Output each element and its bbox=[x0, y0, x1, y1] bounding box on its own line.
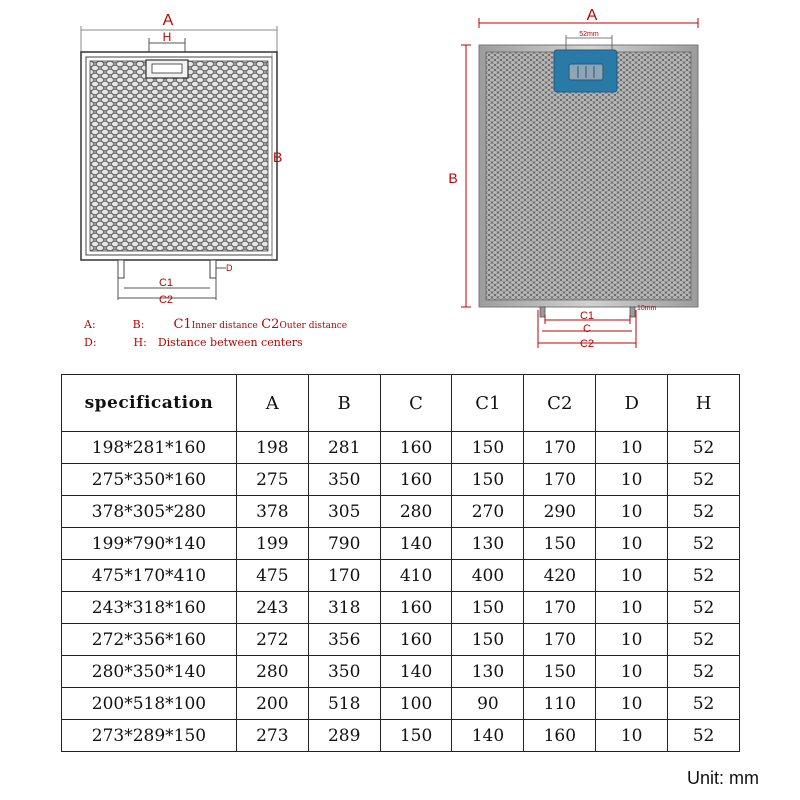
left-filter-drawing bbox=[81, 12, 282, 306]
cell-spec: 199*790*140 bbox=[62, 528, 237, 560]
spec-table bbox=[61, 374, 740, 752]
cell-h: 52 bbox=[668, 720, 740, 752]
cell-c: 150 bbox=[380, 720, 452, 752]
cell-spec: 275*350*160 bbox=[62, 464, 237, 496]
cell-c1: 150 bbox=[452, 624, 524, 656]
legend-d-key: D: bbox=[84, 336, 97, 349]
legend-line-1 bbox=[84, 317, 347, 332]
cell-b: 350 bbox=[308, 656, 380, 688]
cell-c1: 140 bbox=[452, 720, 524, 752]
cell-c2: 110 bbox=[524, 688, 596, 720]
cell-b: 305 bbox=[308, 496, 380, 528]
filter-diagrams bbox=[0, 0, 800, 365]
right-label-b: B bbox=[448, 170, 458, 186]
legend-line-2 bbox=[84, 336, 303, 349]
header-a: A bbox=[236, 375, 308, 432]
table-row bbox=[62, 528, 740, 560]
cell-spec: 475*170*410 bbox=[62, 560, 237, 592]
table-header-row bbox=[62, 375, 740, 432]
header-c2: C2 bbox=[524, 375, 596, 432]
cell-spec: 280*350*140 bbox=[62, 656, 237, 688]
legend-c2-desc: Outer distance bbox=[279, 321, 348, 331]
table-row bbox=[62, 592, 740, 624]
right-label-c1: C1 bbox=[579, 310, 595, 322]
right-filter-photo bbox=[448, 7, 698, 350]
cell-c: 410 bbox=[380, 560, 452, 592]
cell-a: 475 bbox=[236, 560, 308, 592]
cell-d: 10 bbox=[596, 720, 668, 752]
cell-c1: 90 bbox=[452, 688, 524, 720]
table-row bbox=[62, 496, 740, 528]
cell-a: 275 bbox=[236, 464, 308, 496]
cell-a: 199 bbox=[236, 528, 308, 560]
cell-spec: 378*305*280 bbox=[62, 496, 237, 528]
header-specification: specification bbox=[62, 375, 237, 432]
cell-c: 160 bbox=[380, 464, 452, 496]
cell-b: 790 bbox=[308, 528, 380, 560]
cell-h: 52 bbox=[668, 656, 740, 688]
legend-c1-desc: Inner distance bbox=[191, 321, 258, 331]
cell-a: 200 bbox=[236, 688, 308, 720]
cell-a: 280 bbox=[236, 656, 308, 688]
cell-c2: 170 bbox=[524, 624, 596, 656]
cell-b: 170 bbox=[308, 560, 380, 592]
header-h: H bbox=[668, 375, 740, 432]
cell-d: 10 bbox=[596, 656, 668, 688]
cell-d: 10 bbox=[596, 592, 668, 624]
cell-d: 10 bbox=[596, 528, 668, 560]
table-row bbox=[62, 624, 740, 656]
cell-c1: 150 bbox=[452, 592, 524, 624]
cell-d: 10 bbox=[596, 688, 668, 720]
cell-c: 160 bbox=[380, 432, 452, 464]
left-label-c1: C1 bbox=[158, 277, 174, 289]
cell-h: 52 bbox=[668, 592, 740, 624]
cell-c2: 420 bbox=[524, 560, 596, 592]
cell-c: 140 bbox=[380, 656, 452, 688]
cell-d: 10 bbox=[596, 432, 668, 464]
cell-c: 160 bbox=[380, 592, 452, 624]
cell-a: 378 bbox=[236, 496, 308, 528]
cell-d: 10 bbox=[596, 464, 668, 496]
cell-c2: 170 bbox=[524, 432, 596, 464]
cell-h: 52 bbox=[668, 624, 740, 656]
cell-c: 160 bbox=[380, 624, 452, 656]
cell-c1: 150 bbox=[452, 464, 524, 496]
cell-d: 10 bbox=[596, 624, 668, 656]
cell-spec: 200*518*100 bbox=[62, 688, 237, 720]
cell-spec: 272*356*160 bbox=[62, 624, 237, 656]
table-row bbox=[62, 432, 740, 464]
cell-d: 10 bbox=[596, 496, 668, 528]
left-label-d: D bbox=[226, 263, 233, 273]
cell-c2: 170 bbox=[524, 592, 596, 624]
unit-label: Unit: mm bbox=[687, 768, 759, 788]
cell-c1: 150 bbox=[452, 432, 524, 464]
cell-spec: 243*318*160 bbox=[62, 592, 237, 624]
left-label-a: A bbox=[162, 12, 174, 29]
cell-c: 140 bbox=[380, 528, 452, 560]
legend-c1-key: C1 bbox=[173, 317, 192, 332]
legend-h-desc: Distance between centers bbox=[157, 336, 303, 349]
cell-b: 350 bbox=[308, 464, 380, 496]
cell-a: 273 bbox=[236, 720, 308, 752]
header-b: B bbox=[308, 375, 380, 432]
cell-c1: 130 bbox=[452, 528, 524, 560]
cell-b: 356 bbox=[308, 624, 380, 656]
right-label-52mm: 52mm bbox=[579, 31, 599, 38]
right-label-c: C bbox=[583, 323, 591, 335]
table-row bbox=[62, 560, 740, 592]
cell-spec: 198*281*160 bbox=[62, 432, 237, 464]
left-label-b: B bbox=[273, 149, 283, 165]
header-d: D bbox=[596, 375, 668, 432]
cell-b: 318 bbox=[308, 592, 380, 624]
cell-a: 198 bbox=[236, 432, 308, 464]
cell-h: 52 bbox=[668, 528, 740, 560]
cell-a: 272 bbox=[236, 624, 308, 656]
cell-c2: 150 bbox=[524, 528, 596, 560]
legend-h-key: H: bbox=[133, 336, 147, 349]
cell-c2: 170 bbox=[524, 464, 596, 496]
right-label-10mm: 10mm bbox=[637, 305, 657, 312]
cell-c2: 290 bbox=[524, 496, 596, 528]
table-row bbox=[62, 720, 740, 752]
table-row bbox=[62, 688, 740, 720]
cell-c: 100 bbox=[380, 688, 452, 720]
cell-h: 52 bbox=[668, 496, 740, 528]
legend-a-key: A: bbox=[84, 318, 96, 331]
left-label-c2: C2 bbox=[158, 294, 174, 306]
cell-c1: 400 bbox=[452, 560, 524, 592]
cell-c1: 270 bbox=[452, 496, 524, 528]
cell-c: 280 bbox=[380, 496, 452, 528]
cell-spec: 273*289*150 bbox=[62, 720, 237, 752]
cell-b: 289 bbox=[308, 720, 380, 752]
cell-a: 243 bbox=[236, 592, 308, 624]
right-label-c2: C2 bbox=[579, 338, 595, 350]
cell-h: 52 bbox=[668, 432, 740, 464]
cell-c2: 150 bbox=[524, 656, 596, 688]
table-row bbox=[62, 464, 740, 496]
cell-h: 52 bbox=[668, 560, 740, 592]
header-c1: C1 bbox=[452, 375, 524, 432]
header-c: C bbox=[380, 375, 452, 432]
cell-b: 281 bbox=[308, 432, 380, 464]
cell-h: 52 bbox=[668, 464, 740, 496]
cell-c2: 160 bbox=[524, 720, 596, 752]
cell-d: 10 bbox=[596, 560, 668, 592]
legend-b-key: B: bbox=[132, 318, 145, 331]
left-label-h: H bbox=[162, 30, 172, 44]
cell-h: 52 bbox=[668, 688, 740, 720]
right-label-a: A bbox=[586, 7, 598, 24]
cell-b: 518 bbox=[308, 688, 380, 720]
table-row bbox=[62, 656, 740, 688]
legend-c2-key: C2 bbox=[261, 317, 280, 332]
cell-c1: 130 bbox=[452, 656, 524, 688]
